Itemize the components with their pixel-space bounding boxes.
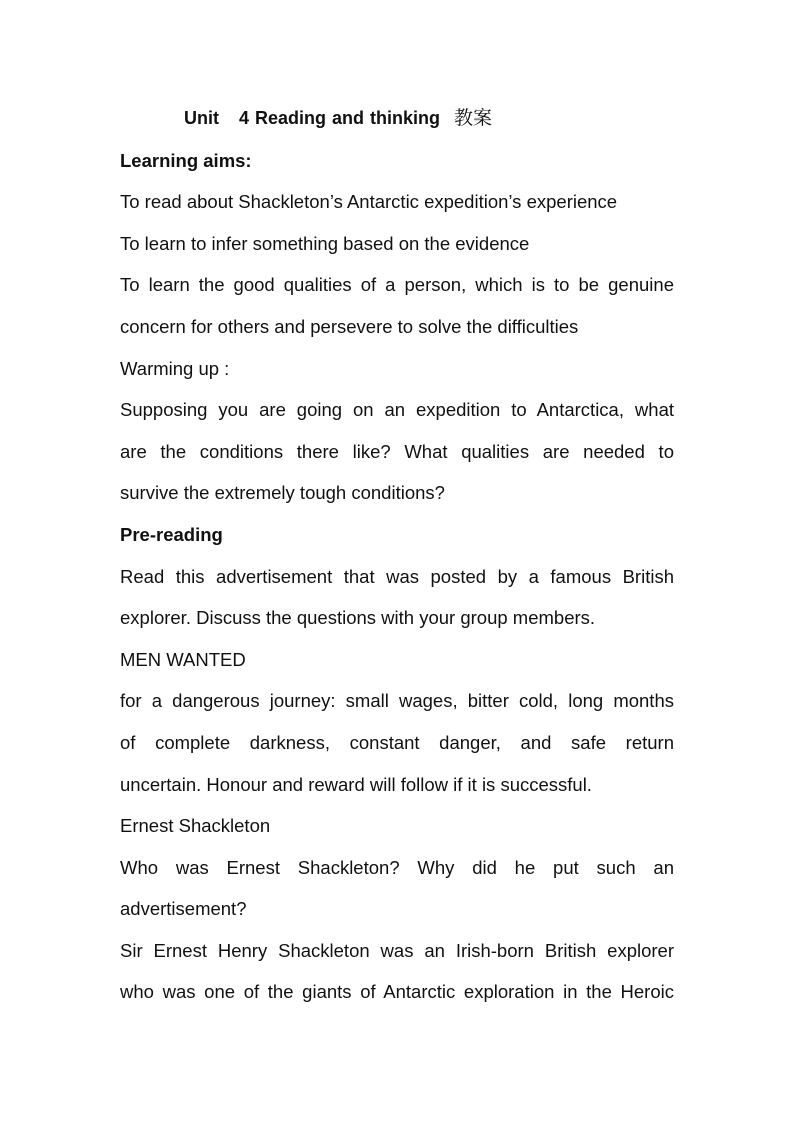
pre-reading-heading: Pre-reading [120, 523, 223, 545]
pre-reading-line: explorer. Discuss the questions with your group members. [120, 607, 596, 629]
warming-up-heading: Warming up : [120, 357, 230, 379]
question-line: Who was Ernest Shackleton? Why did he put such an [120, 856, 674, 878]
learning-aims-heading: Learning aims: [120, 149, 252, 171]
document-body [120, 98, 674, 1013]
answer-line: who was one of the giants of Antarctic exploration in the Heroic [120, 981, 674, 1003]
document-title [120, 98, 674, 140]
title-chinese: 教案 [454, 107, 493, 129]
advertisement-heading: MEN WANTED [120, 648, 246, 670]
title-main: 4 Reading and thinking [239, 108, 441, 128]
pre-reading-line: Read this advertisement that was posted by a famous British [120, 565, 674, 587]
question-line: advertisement? [120, 898, 247, 920]
aim-line: concern for others and persevere to solve the difficulties [120, 315, 579, 337]
warming-up-line: Supposing you are going on an expedition to Antarctica, what [120, 399, 674, 421]
advertisement-line: for a dangerous journey: small wages, bitter cold, long months [120, 690, 674, 712]
advertisement-line: uncertain. Honour and reward will follow if it is successful. [120, 773, 592, 795]
warming-up-line: are the conditions there like? What qualities are needed to [120, 440, 674, 462]
aim-line: To learn to infer something based on the evidence [120, 232, 530, 254]
advertisement-signature: Ernest Shackleton [120, 815, 271, 837]
aim-line: To learn the good qualities of a person, which is to be genuine [120, 274, 674, 296]
warming-up-line: survive the extremely tough conditions? [120, 482, 445, 504]
aim-line: To read about Shackleton’s Antarctic expedition’s experience [120, 191, 618, 213]
answer-line: Sir Ernest Henry Shackleton was an Irish-born British explorer [120, 939, 674, 961]
title-unit: Unit [184, 108, 219, 128]
advertisement-line: of complete darkness, constant danger, and safe return [120, 731, 674, 753]
